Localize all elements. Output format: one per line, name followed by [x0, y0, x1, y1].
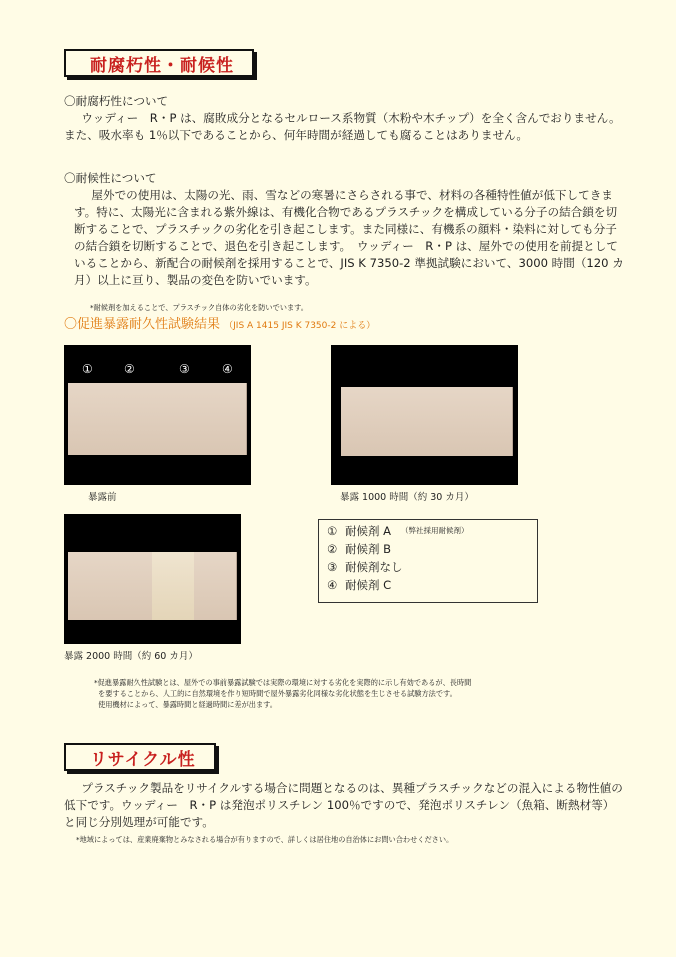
sample-number-1: ①	[82, 362, 93, 376]
legend-item: ① 耐候剤 A （弊社採用耐候剤）	[327, 524, 469, 538]
sample-number-4: ④	[222, 362, 233, 376]
section-heading-text: 耐腐朽性・耐候性	[90, 55, 234, 76]
test-note-line: を要することから、人工的に自然環境を作り短時間で屋外暴露劣化同様な劣化状態を生じさせる試験方法です。	[98, 689, 457, 698]
weather-resistance-body: 屋外での使用は、太陽の光、雨、雪などの寒暑にさらされる事で、材料の各種特性値が低下してきます。特に、太陽光に含まれる紫外線は、有機化合物であるプラスチックを構成している分子の結合鎖を切断することで、プラスチックの劣化を引き起こします。また同様に、有機系の顔料・染料に対しても分子の結合鎖を切断することで、退色を引き起こします。 ウッディー R・P は、屋外での使用を前提としていることから、新配合の耐候剤を採用することで、JIS K 7350-2 準拠試験において、3000 時間（120 カ月）以上に亘り、製品の変色を防いでいます。	[74, 188, 624, 287]
legend-item: ② 耐候剤 B	[327, 542, 392, 556]
photo-2000-hours	[64, 514, 241, 644]
rot-resistance-block	[64, 93, 627, 144]
weather-footnote: *耐候剤を加えることで、プラスチック自体の劣化を防いでいます。	[90, 303, 308, 312]
legend-item: ③ 耐候剤なし	[327, 560, 403, 574]
test-results-title: 〇促進暴露耐久性試験結果	[64, 317, 221, 332]
test-note-line: 使用機材によって、暴露時間と経過時間に差が出ます。	[98, 700, 277, 709]
test-note-line: *促進暴露耐久性試験とは、屋外での事前暴露試験では実際の環境に対する劣化を実際的に示し有効であるが、長時間	[94, 678, 472, 687]
section-heading-recycling	[64, 743, 216, 771]
photo-before-exposure	[64, 345, 251, 485]
weathering-agent-legend	[318, 519, 538, 603]
section-heading-text: リサイクル性	[90, 749, 196, 770]
sample-number-3: ③	[179, 362, 190, 376]
weather-resistance-title: 〇耐候性について	[64, 171, 157, 185]
test-method-notes	[94, 677, 634, 710]
rot-resistance-body: ウッディー R・P は、腐敗成分となるセルロース系物質（木粉や木チップ）を全く含んでおりません。 また、吸水率も 1％以下であることから、何年時間が経過しても腐ることはありません。	[64, 111, 627, 142]
caption-1000-hours: 暴露 1000 時間（約 30 カ月）	[340, 492, 474, 503]
sample-number-2: ②	[124, 362, 135, 376]
caption-before-exposure: 暴露前	[88, 492, 117, 503]
legend-item: ④ 耐候剤 C	[327, 578, 392, 592]
test-results-heading	[64, 313, 375, 332]
test-results-standard: （JIS A 1415 JIS K 7350-2 による）	[224, 321, 376, 331]
caption-2000-hours: 暴露 2000 時間（約 60 カ月）	[64, 651, 198, 662]
recycling-footnote: *地域によっては、産業廃棄物とみなされる場合が有りますので、詳しくは居住地の自治体にお問い合わせください。	[76, 835, 454, 844]
rot-resistance-title: 〇耐腐朽性について	[64, 94, 169, 108]
weather-resistance-block	[64, 170, 624, 289]
photo-1000-hours	[331, 345, 518, 485]
recycling-body: プラスチック製品をリサイクルする場合に問題となるのは、異種プラスチックなどの混入による物性値の低下です。ウッディー R・P は発泡ポリスチレン 100％ですので、発泡ポリスチレン（魚箱、断熱材等）と同じ分別処理が可能です。	[64, 781, 623, 829]
section-heading-durability	[64, 49, 254, 77]
